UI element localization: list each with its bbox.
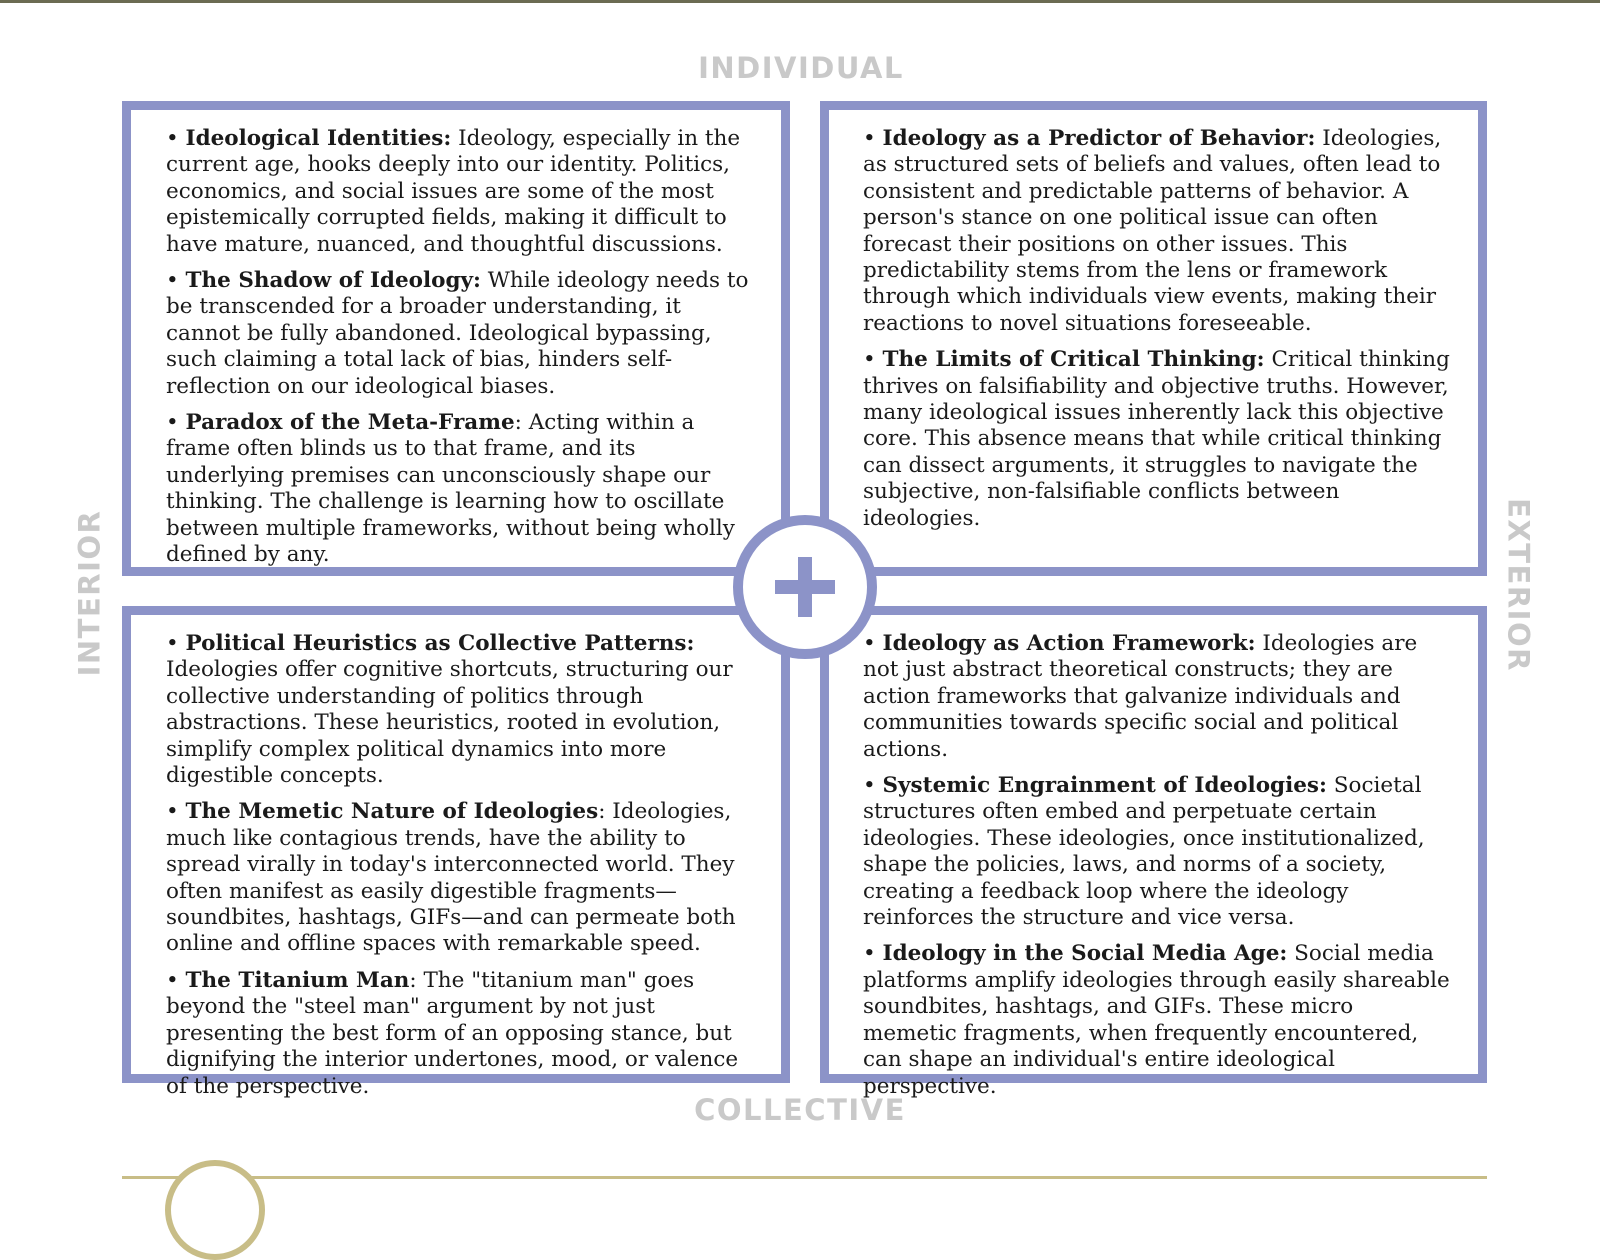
list-item: • Ideology as Action Framework: Ideologies are not just abstract theoretical constructs; they are action frameworks that galvanize individuals and communities towards specific social and political actions.	[863, 631, 1418, 762]
item-title: Ideology as a Predictor of Behavior:	[882, 126, 1316, 151]
axis-label-interior: INTERIOR	[72, 509, 107, 677]
item-title: The Titanium Man	[185, 967, 410, 993]
item-title: Systemic Engrainment of Ideologies:	[882, 773, 1327, 799]
center-plus-badge	[733, 515, 877, 659]
item-title: Paradox of the Meta-Frame	[185, 410, 515, 436]
quadrant-collective-interior	[122, 606, 790, 1099]
plus-icon-vertical-bar	[798, 557, 812, 617]
list-item: • The Memetic Nature of Ideologies: Ideologies, much like contagious trends, have the ability to spread virally in today's interconnected world. They often manifest as easily digestible fragments—soundbites, hashtags, GIFs—and can permeate both online and offline spaces with remarkable speed.	[166, 799, 736, 957]
item-title: The Shadow of Ideology:	[185, 268, 481, 294]
item-title: The Limits of Critical Thinking:	[882, 347, 1265, 373]
item-text: Critical thinking thrives on falsifiability and objective truths. However, many ideological issues inherently lack this objective core. This absence means that while critical thinking can dissect arguments, it struggles to navigate the subjective, non-falsifiable conflicts between ideologies.	[863, 347, 1450, 531]
axis-label-individual: INDIVIDUAL	[698, 51, 904, 85]
list-item: • Ideology in the Social Media Age: Social media platforms amplify ideologies through easily shareable soundbites, hashtags, and GIFs. These micro memetic fragments, when frequently encountered, can shape an individual's entire ideological perspective.	[863, 941, 1450, 1099]
item-text: Societal structures often embed and perpetuate certain ideologies. These ideologies, once institutionalized, shape the policies, laws, and norms of a society, creating a feedback loop where the ideology reinforces the structure and vice versa.	[863, 773, 1425, 931]
list-item: • Political Heuristics as Collective Patterns: Ideologies offer cognitive shortcuts, structuring our collective understanding of politics through abstractions. These heuristics, rooted in evolution, simplify complex political dynamics into more digestible concepts.	[166, 631, 733, 789]
axis-label-exterior: EXTERIOR	[1501, 498, 1536, 672]
item-text: Ideologies are not just abstract theoretical constructs; they are action frameworks that galvanize individuals and communities towards specific social and political actions.	[863, 631, 1418, 762]
list-item: • The Titanium Man: The "titanium man" goes beyond the "steel man" argument by not just presenting the best form of an opposing stance, but dignifying the interior undertones, mood, or valence of the perspective.	[166, 967, 739, 1099]
top-divider	[0, 0, 1600, 3]
list-item: • Ideological Identities: Ideology, especially in the current age, hooks deeply into our identity. Politics, economics, and social issues are some of the most epistemically corrupted fields, making it difficult to have mature, nuanced, and thoughtful discussions.	[166, 126, 741, 257]
item-title: Ideological Identities:	[185, 126, 452, 151]
item-text: Ideologies offer cognitive shortcuts, structuring our collective understanding of politics through abstractions. These heuristics, rooted in evolution, simplify complex political dynamics into more digestible concepts.	[166, 657, 733, 789]
list-item: • Systemic Engrainment of Ideologies: Societal structures often embed and perpetuate certain ideologies. These ideologies, once institutionalized, shape the policies, laws, and norms of a society, creating a feedback loop where the ideology reinforces the structure and vice versa.	[863, 773, 1425, 931]
list-item: • The Limits of Critical Thinking: Critical thinking thrives on falsifiability and objective truths. However, many ideological issues inherently lack this objective core. This absence means that while critical thinking can dissect arguments, it struggles to navigate the subjective, non-falsifiable conflicts between ideologies.	[863, 347, 1450, 531]
quadrant-individual-interior	[122, 101, 790, 576]
item-title: The Memetic Nature of Ideologies	[185, 799, 599, 825]
item-title: Political Heuristics as Collective Patterns:	[185, 631, 695, 656]
bottom-divider	[122, 1176, 1487, 1179]
list-item: • The Shadow of Ideology: While ideology needs to be transcended for a broader understanding, it cannot be fully abandoned. Ideological bypassing, such claiming a total lack of bias, hinders self-reflection on our ideological biases.	[166, 268, 749, 399]
axis-label-collective: COLLECTIVE	[694, 1093, 906, 1127]
bottom-circle-ornament	[165, 1160, 265, 1260]
item-text: Ideology, especially in the current age, hooks deeply into our identity. Politics, economics, and social issues are some of the most epistemically corrupted fields, making it difficult to have mature, nuanced, and thoughtful discussions.	[166, 126, 741, 257]
list-item: • Ideology as a Predictor of Behavior: Ideologies, as structured sets of beliefs and values, often lead to consistent and predictable patterns of behavior. A person's stance on one political issue can often forecast their positions on other issues. This predictability stems from the lens or framework through which individuals view events, making their reactions to novel situations foreseeable.	[863, 126, 1442, 336]
list-item: • Paradox of the Meta-Frame: Acting within a frame often blinds us to that frame, and its underlying premises can unconsciously shape our thinking. The challenge is learning how to oscillate between multiple frameworks, without being wholly defined by any.	[166, 410, 735, 568]
item-text: Social media platforms amplify ideologies through easily shareable soundbites, hashtags, and GIFs. These micro memetic fragments, when frequently encountered, can shape an individual's entire ideological perspective.	[863, 941, 1450, 1099]
item-text: : The "titanium man" goes beyond the "steel man" argument by not just presenting the best form of an opposing stance, but dignifying the interior undertones, mood, or valence of the perspective.	[166, 967, 739, 1099]
item-text: : Acting within a frame often blinds us to that frame, and its underlying premises can unconsciously shape our thinking. The challenge is learning how to oscillate between multiple frameworks, without being wholly defined by any.	[166, 410, 735, 568]
quadrant-individual-exterior	[820, 101, 1487, 576]
item-text: Ideologies, as structured sets of beliefs and values, often lead to consistent and predictable patterns of behavior. A person's stance on one political issue can often forecast their positions on other issues. This predictability stems from the lens or framework through which individuals view events, making their reactions to novel situations foreseeable.	[863, 126, 1442, 336]
item-text: : Ideologies, much like contagious trends, have the ability to spread virally in today's interconnected world. They often manifest as easily digestible fragments—soundbites, hashtags, GIFs—and can permeate both online and offline spaces with remarkable speed.	[166, 799, 736, 957]
item-title: Ideology as Action Framework:	[882, 631, 1256, 656]
item-text: While ideology needs to be transcended for a broader understanding, it cannot be fully abandoned. Ideological bypassing, such claiming a total lack of bias, hinders self-reflection on our ideological biases.	[166, 268, 749, 399]
quadrant-collective-exterior	[820, 606, 1487, 1099]
item-title: Ideology in the Social Media Age:	[882, 941, 1288, 967]
